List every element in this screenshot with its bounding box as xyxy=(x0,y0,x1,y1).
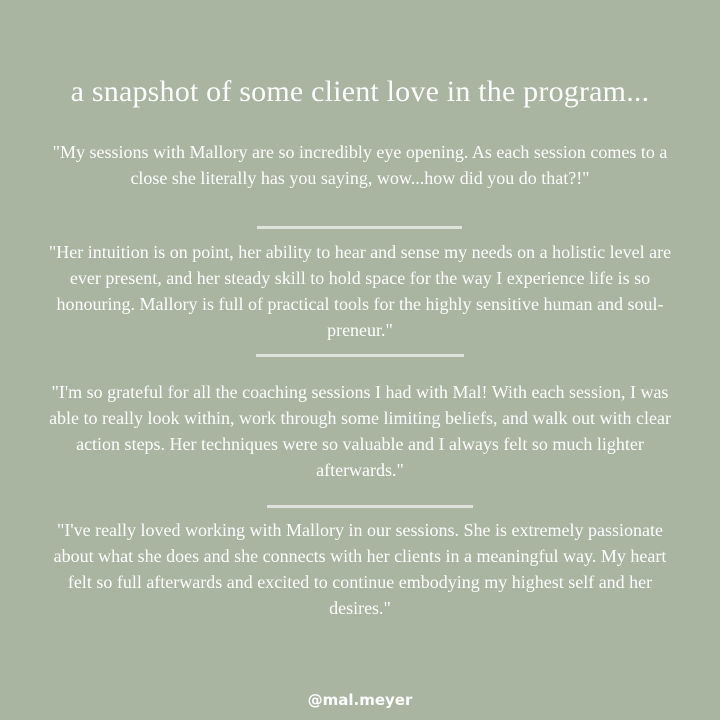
testimonial-quote-2: "Her intuition is on point, her ability to hear and sense my needs on a holistic level are ever present, and her steady skill to hold space for the way I experience life is so honouring. Mallory is full of practical tools for the highly sensitive human and soul- preneur." xyxy=(48,242,672,340)
testimonial-quote-3: "I'm so grateful for all the coaching sessions I had with Mal! With each session, I was able to really look within, work through some limiting beliefs, and walk out with clear action steps. Her techniques were so valuable and I always felt so much lighter afterwards." xyxy=(49,382,671,480)
page-title: a snapshot of some client love in the program... xyxy=(70,75,650,108)
social-handle: @mal.meyer xyxy=(307,691,413,709)
divider-3 xyxy=(267,505,473,508)
testimonial-quote-4: "I've really loved working with Mallory in our sessions. She is extremely passionate about what she does and she connects with her clients in a meaningful way. My heart felt so full afterwards and excited to continue embodying my highest self and her desires." xyxy=(53,520,667,618)
divider-2 xyxy=(256,354,464,357)
divider-1 xyxy=(257,226,462,229)
testimonial-quote-1: "My sessions with Mallory are so incredibly eye opening. As each session comes to a close she literally has you saying, wow...how did you do that?!" xyxy=(52,142,668,188)
